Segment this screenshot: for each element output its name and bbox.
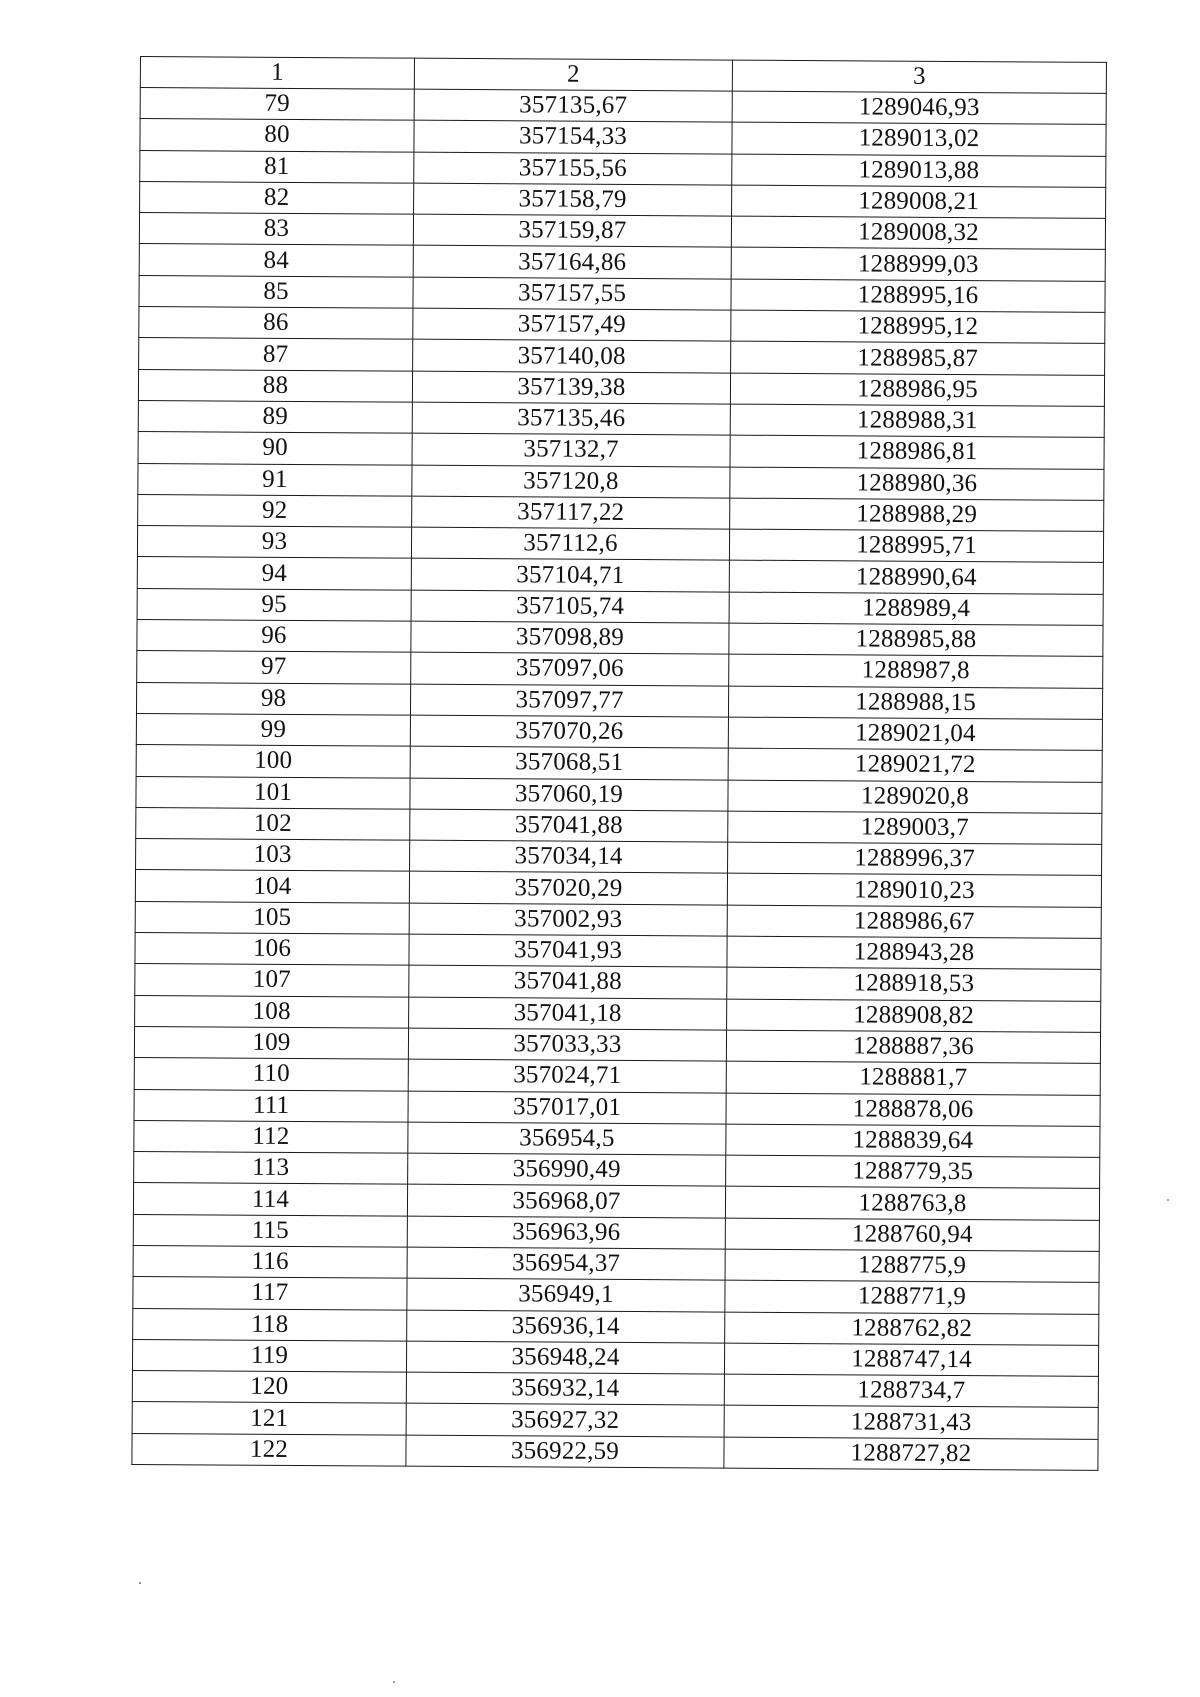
coordinate-y-cell: 1289003,7 (728, 811, 1102, 845)
point-number-cell: 91 (138, 463, 412, 496)
point-number-cell: 117 (133, 1277, 407, 1310)
point-number-cell: 92 (138, 494, 412, 527)
coordinate-y-cell: 1288989,4 (729, 592, 1103, 626)
coordinate-y-cell: 1288727,82 (724, 1437, 1098, 1471)
coordinate-x-cell: 357060,19 (410, 778, 728, 811)
coordinate-y-cell: 1288980,36 (730, 467, 1104, 501)
coordinate-y-cell: 1288943,28 (727, 936, 1101, 970)
scan-speck (139, 1582, 141, 1584)
coordinate-y-cell: 1289013,02 (732, 122, 1106, 156)
coordinate-y-cell: 1288775,9 (725, 1249, 1099, 1283)
coordinate-x-cell: 357155,56 (414, 152, 732, 185)
point-number-cell: 99 (136, 713, 410, 746)
point-number-cell: 116 (133, 1245, 407, 1278)
coordinate-x-cell: 357041,88 (409, 965, 727, 998)
point-number-cell: 104 (135, 870, 409, 903)
table-body (132, 88, 1106, 1471)
point-number-cell: 79 (140, 88, 414, 121)
coordinate-x-cell: 357112,6 (411, 527, 729, 560)
coordinate-x-cell: 357070,26 (410, 715, 728, 748)
coordinate-y-cell: 1288995,71 (729, 529, 1103, 563)
coordinate-y-cell: 1289020,8 (728, 780, 1102, 814)
point-number-cell: 112 (134, 1120, 408, 1153)
point-number-cell: 113 (134, 1152, 408, 1185)
coordinate-x-cell: 357068,51 (410, 746, 728, 779)
point-number-cell: 122 (132, 1433, 406, 1466)
coordinate-x-cell: 357020,29 (409, 872, 727, 905)
coordinates-table (131, 56, 1107, 1471)
coordinate-y-cell: 1289008,21 (732, 185, 1106, 219)
coordinate-y-cell: 1288878,06 (726, 1093, 1100, 1127)
coordinate-y-cell: 1288887,36 (726, 1030, 1100, 1064)
scan-speck (393, 1681, 395, 1683)
point-number-cell: 103 (136, 839, 410, 872)
point-number-cell: 101 (136, 776, 410, 809)
coordinate-x-cell: 356954,5 (408, 1122, 726, 1155)
coordinate-y-cell: 1289021,72 (728, 748, 1102, 782)
coordinate-y-cell: 1288747,14 (724, 1343, 1098, 1377)
coordinate-x-cell: 357041,88 (410, 809, 728, 842)
point-number-cell: 86 (139, 307, 413, 340)
coordinate-y-cell: 1288987,8 (729, 654, 1103, 688)
coordinate-y-cell: 1288995,12 (731, 310, 1105, 344)
coordinate-x-cell: 357117,22 (412, 496, 730, 529)
coordinate-x-cell: 356936,14 (407, 1310, 725, 1343)
scan-speck (1167, 1199, 1169, 1201)
point-number-cell: 102 (136, 807, 410, 840)
coordinate-x-cell: 357002,93 (409, 903, 727, 936)
point-number-cell: 109 (134, 1026, 408, 1059)
coordinate-y-cell: 1289008,32 (731, 216, 1105, 250)
point-number-cell: 120 (132, 1371, 406, 1404)
coordinate-y-cell: 1289010,23 (727, 874, 1101, 908)
coordinate-x-cell: 357157,49 (413, 308, 731, 341)
coordinate-y-cell: 1288986,67 (727, 905, 1101, 939)
point-number-cell: 81 (140, 150, 414, 183)
coordinate-x-cell: 356990,49 (408, 1153, 726, 1186)
coordinate-y-cell: 1288762,82 (725, 1312, 1099, 1346)
coordinate-x-cell: 357132,7 (412, 433, 730, 466)
coordinate-y-cell: 1288731,43 (724, 1406, 1098, 1440)
coordinate-y-cell: 1288986,95 (730, 373, 1104, 407)
coordinate-x-cell: 357041,93 (409, 934, 727, 967)
coordinate-y-cell: 1288988,29 (730, 498, 1104, 532)
coordinate-x-cell: 357164,86 (413, 246, 731, 279)
coordinate-x-cell: 357017,01 (408, 1091, 726, 1124)
coordinate-x-cell: 357098,89 (411, 621, 729, 654)
point-number-cell: 106 (135, 933, 409, 966)
point-number-cell: 111 (134, 1089, 408, 1122)
header-col-3: 3 (732, 60, 1106, 93)
coordinate-y-cell: 1288990,64 (729, 561, 1103, 595)
coordinate-y-cell: 1288999,03 (731, 248, 1105, 282)
point-number-cell: 93 (137, 526, 411, 559)
point-number-cell: 97 (137, 651, 411, 684)
coordinate-y-cell: 1289013,88 (732, 154, 1106, 188)
coordinate-x-cell: 356968,07 (407, 1185, 725, 1218)
coordinate-x-cell: 356922,59 (406, 1435, 724, 1468)
coordinate-x-cell: 356949,1 (407, 1278, 725, 1311)
table-row (132, 1433, 1098, 1470)
coordinate-x-cell: 357120,8 (412, 465, 730, 498)
coordinate-y-cell: 1288779,35 (726, 1155, 1100, 1189)
coordinate-y-cell: 1288986,81 (730, 435, 1104, 469)
coordinate-x-cell: 357033,33 (408, 1028, 726, 1061)
coordinate-x-cell: 356927,32 (406, 1404, 724, 1437)
coordinate-y-cell: 1288996,37 (728, 842, 1102, 876)
coordinate-x-cell: 357159,87 (413, 214, 731, 247)
coordinate-x-cell: 356932,14 (406, 1372, 724, 1405)
point-number-cell: 88 (138, 369, 412, 402)
coordinate-x-cell: 356963,96 (407, 1216, 725, 1249)
coordinate-y-cell: 1288760,94 (725, 1218, 1099, 1252)
point-number-cell: 115 (133, 1214, 407, 1247)
point-number-cell: 85 (139, 275, 413, 308)
coordinate-y-cell: 1288771,9 (725, 1280, 1099, 1314)
coordinate-y-cell: 1289021,04 (728, 717, 1102, 751)
coordinate-x-cell: 357041,18 (409, 997, 727, 1030)
coordinate-y-cell: 1289046,93 (732, 91, 1106, 125)
header-col-2: 2 (414, 58, 732, 91)
point-number-cell: 87 (139, 338, 413, 371)
coordinate-y-cell: 1288988,15 (728, 686, 1102, 720)
point-number-cell: 80 (140, 119, 414, 152)
coordinate-y-cell: 1288985,88 (729, 623, 1103, 657)
coordinate-x-cell: 356954,37 (407, 1247, 725, 1280)
coordinate-x-cell: 357097,77 (410, 684, 728, 717)
coordinate-x-cell: 357157,55 (413, 277, 731, 310)
coordinate-y-cell: 1288995,16 (731, 279, 1105, 313)
coordinate-x-cell: 357034,14 (410, 840, 728, 873)
point-number-cell: 100 (136, 745, 410, 778)
coordinate-y-cell: 1288839,64 (726, 1124, 1100, 1158)
coordinate-x-cell: 356948,24 (406, 1341, 724, 1374)
point-number-cell: 110 (134, 1058, 408, 1091)
coordinate-x-cell: 357139,38 (412, 371, 730, 404)
coordinate-x-cell: 357024,71 (408, 1059, 726, 1092)
coordinate-x-cell: 357158,79 (414, 183, 732, 216)
point-number-cell: 114 (133, 1183, 407, 1216)
coordinate-y-cell: 1288918,53 (727, 967, 1101, 1001)
header-col-1: 1 (140, 57, 414, 90)
point-number-cell: 90 (138, 432, 412, 465)
point-number-cell: 82 (140, 181, 414, 214)
point-number-cell: 105 (135, 901, 409, 934)
coordinate-x-cell: 357154,33 (414, 120, 732, 153)
coordinate-y-cell: 1288908,82 (727, 999, 1101, 1033)
point-number-cell: 89 (138, 400, 412, 433)
point-number-cell: 121 (132, 1402, 406, 1435)
coordinate-x-cell: 357105,74 (411, 590, 729, 623)
point-number-cell: 83 (139, 213, 413, 246)
point-number-cell: 94 (137, 557, 411, 590)
coordinate-y-cell: 1288985,87 (731, 341, 1105, 375)
coordinate-y-cell: 1288734,7 (724, 1374, 1098, 1408)
point-number-cell: 98 (136, 682, 410, 715)
point-number-cell: 96 (137, 620, 411, 653)
coordinate-x-cell: 357104,71 (411, 559, 729, 592)
point-number-cell: 108 (135, 995, 409, 1028)
point-number-cell: 95 (137, 588, 411, 621)
coordinate-x-cell: 357097,06 (411, 653, 729, 686)
coordinate-y-cell: 1288988,31 (730, 404, 1104, 438)
coordinate-x-cell: 357135,46 (412, 402, 730, 435)
point-number-cell: 119 (132, 1339, 406, 1372)
coordinate-y-cell: 1288763,8 (725, 1186, 1099, 1220)
coordinate-y-cell: 1288881,7 (726, 1061, 1100, 1095)
coordinate-x-cell: 357135,67 (414, 89, 732, 122)
point-number-cell: 107 (135, 964, 409, 997)
coordinate-x-cell: 357140,08 (413, 340, 731, 373)
point-number-cell: 84 (139, 244, 413, 277)
point-number-cell: 118 (133, 1308, 407, 1341)
